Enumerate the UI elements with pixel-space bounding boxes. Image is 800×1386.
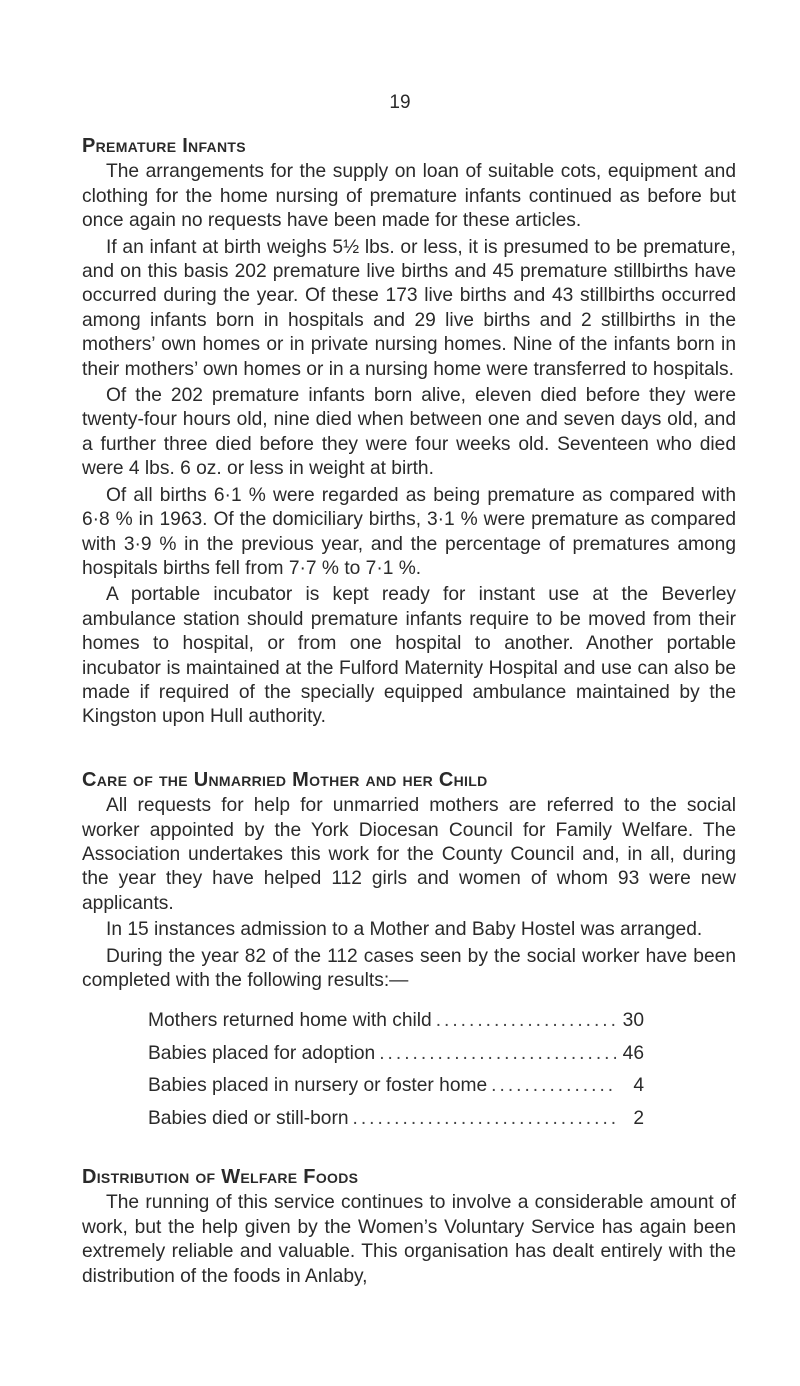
result-value: 46 [622,1042,644,1064]
paragraph: The arrangements for the supply on loan of suitable cots, equipment and clothing for the home nursing of premature infants continued as before but once again no requests have been made for these articles. [82,161,736,232]
paragraph: A portable incubator is kept ready for instant use at the Beverley ambulance station should premature infants require to be moved from their homes to hospital, or from one hospital to another. Another portable incubator is maintained at the Fulford Maternity Hospital and use can also be made if required of the specially equipped ambulance maintained by the Kingston upon Hull authority. [82,584,736,728]
page-number: 19 [389,92,411,113]
paragraph: The running of this service continues to involve a considerable amount of work, but the help given by the Women’s Voluntary Service has again been extremely reliable and valuable. This organisation has dealt entirely with the distribution of the foods in Anlaby, [82,1192,736,1287]
result-value: 2 [633,1107,644,1129]
result-label: Babies placed in nursery or foster home [148,1075,488,1097]
section-heading: Premature Infants [82,135,246,157]
paragraph: Of the 202 premature infants born alive, eleven died before they were twenty-four hours old, nine died when between one and seven days old, and a further three died before they were four weeks old. Seventeen who died were 4 lbs. 6 oz. or less in weight at birth. [82,385,736,480]
result-label: Mothers returned home with child [148,1010,432,1032]
paragraph: In 15 instances admission to a Mother and Baby Hostel was arranged. [106,919,703,941]
dot-leader [353,1107,616,1131]
section-unmarried-mother [82,768,736,1131]
result-value: 30 [622,1010,644,1032]
section-welfare-foods [82,1165,736,1289]
results-list [148,1009,644,1131]
section-premature-infants [82,134,736,730]
section-spacer [82,732,736,768]
page-body [82,134,736,1291]
result-label: Babies died or still-born [148,1107,349,1129]
paragraph: If an infant at birth weighs 5½ lbs. or less, it is presumed to be premature, and on this basis 202 premature live births and 45 premature stillbirths have occurred during the year. Of these 173 live births and 43 stillbirths occurred among infants born in hospitals and 29 live births and 2 stillbirths in the mothers’ own homes or in private nursing homes. Nine of the infants born in their mothers’ own homes or in a nursing home were transferred to hospitals. [82,236,736,380]
list-item [148,1009,644,1033]
paragraph: During the year 82 of the 112 cases seen by the social worker have been completed with the following results:— [82,945,736,991]
list-item [148,1042,644,1066]
dot-leader [436,1009,616,1033]
section-heading: Care of the Unmarried Mother and her Child [82,768,488,791]
list-item [148,1107,644,1131]
section-spacer [82,1139,736,1165]
list-item [148,1074,644,1098]
dot-leader [491,1074,616,1098]
section-heading: Distribution of Welfare Foods [82,1166,359,1189]
result-label: Babies placed for adoption [148,1042,376,1064]
paragraph: All requests for help for unmarried mothers are referred to the social worker appointed by the York Diocesan Council for Family Welfare. The Association undertakes this work for the County Council and, in all, during the year they have helped 112 girls and women of whom 93 were new applicants. [82,795,736,914]
paragraph: Of all births 6·1 % were regarded as being premature as compared with 6·8 % in 1963. Of the domiciliary births, 3·1 % were premature as compared with 3·9 % in the previous year, and the percentage of prematures among hospitals births fell from 7·7 % to 7·1 %. [82,484,736,579]
dot-leader [379,1042,616,1066]
result-value: 4 [633,1075,644,1097]
